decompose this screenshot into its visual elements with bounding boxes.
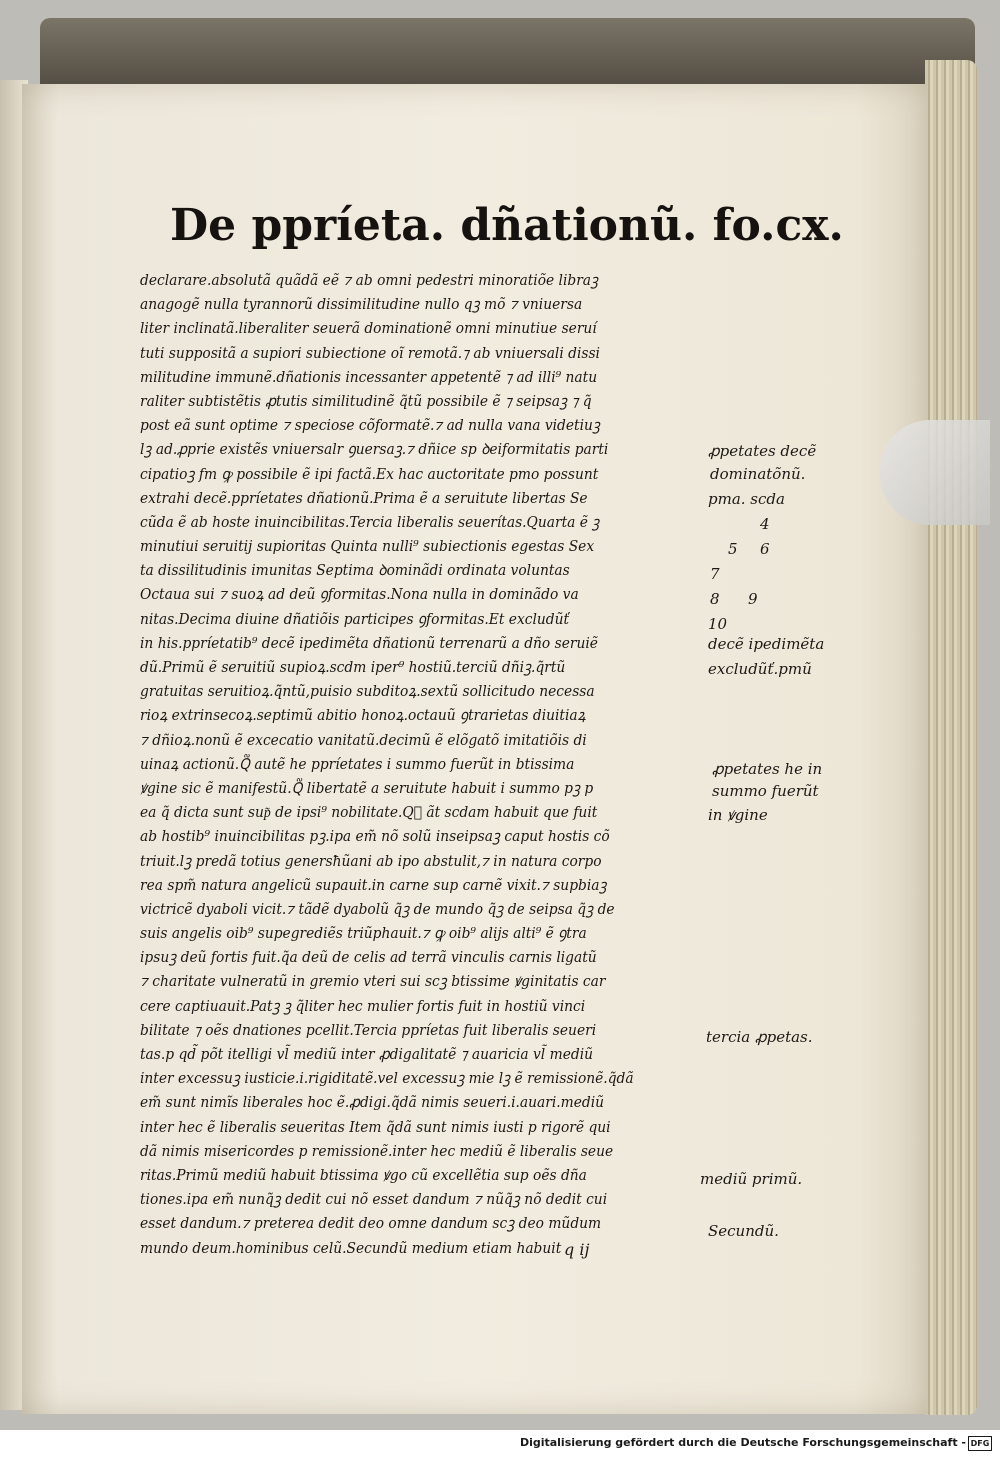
text-line: triuit.lꝫ predã totius genersħũani ab ipo abstulit,⁊ in natura corpo (140, 851, 602, 870)
text-line: ritas.Primũ mediũ habuit btissima ꝟgo cũ excellẽtia sup oẽs dña (140, 1165, 587, 1184)
text-line: tas.p qd̃ põt itelligi vl̃ mediũ inter ꝓdigalitatẽ ⁊ auaricia vl̃ mediũ (140, 1045, 593, 1063)
text-line: raliter subtistẽtis ꝓtutis similitudinẽ q̃tũ possibile ẽ ⁊ seipsaꝫ ⁊ q̃ (140, 391, 592, 410)
page-heading: De ppríeta. dñationũ. fo.cx. (170, 200, 844, 251)
text-line: dã nimis misericordes p remissionẽ.inter hec mediũ ẽ liberalis seue (140, 1141, 614, 1160)
margin-note: 9 (748, 590, 758, 608)
text-line: liter inclinatã.liberaliter seuerã dominationẽ omni minutiue seruí (140, 319, 597, 338)
text-line: Octaua sui ⁊ suoꝝ ad deũ ꝯformitas.Nona nulla in dominãdo va (140, 585, 579, 604)
text-line: em̃ sunt nimĩs liberales hoc ẽ.ꝓdigi.q̃dã nimis seueri.i.auari.mediũ (140, 1093, 605, 1112)
margin-note: 7 (710, 565, 720, 583)
margin-note: ꝓpetates he in (712, 760, 823, 778)
text-line: post eã sunt optime ⁊ speciose cõformatẽ.⁊ ad nulla vana videtiuꝫ (140, 416, 600, 435)
body-text (140, 268, 715, 1260)
text-line: ⁊ charitate vulneratũ in gremio vteri sui scꝫ btissime ꝟginitatis car (140, 972, 606, 991)
text-line: rea spm̃ natura angelicũ supauit.in carne sup carnẽ vixit.⁊ supbiaꝫ (140, 875, 607, 894)
text-line: inter hec ẽ liberalis seueritas Item q̃dã sunt nimis iusti p rigorẽ qui (140, 1117, 611, 1136)
margin-note: in ꝟgine (708, 806, 768, 824)
text-line: anagogẽ nulla tyrannorũ dissimilitudine nullo qꝫ mõ ⁊ vniuersa (140, 295, 583, 314)
margin-note: mediũ primũ. (700, 1170, 803, 1188)
text-line: gratuitas seruitioꝝ.q̃ntũ,puisio subditoꝝ.sextũ sollicitudo necessa (140, 682, 595, 701)
text-line: ipsuꝫ deũ fortis fuit.q̃a deũ de celis ad terrã vinculis carnis ligatũ (140, 948, 597, 967)
text-line: declarare.absolutã quãdã eẽ ⁊ ab omni pedestri minoratiõe libraꝫ (140, 271, 599, 289)
text-line: cũda ẽ ab hoste inuincibilitas.Tercia liberalis seuerítas.Quarta ẽ ꝫ (140, 512, 600, 531)
margin-note: dominatõnũ. (710, 465, 806, 483)
text-line: in his.ppríetatib⁹ decẽ ipedimẽta dñationũ terrenarũ a dño seruiẽ (140, 633, 598, 652)
text-line: tuti suppositã a supiori subiectione oĩ remotã.⁊ ab vniuersali dissi (140, 343, 600, 362)
bookmark-tab (880, 420, 990, 525)
text-line: minutiui seruitij supioritas Quinta nulli⁹ subiectionis egestas Sex (140, 537, 595, 556)
book-page-edges (925, 60, 977, 1415)
text-line: lꝫ ad.ꝓprie existẽs vniuersalr ꝯuersaꝫ.⁊ dñice sp ꝺeiformitatis parti (140, 440, 609, 459)
margin-note: 10 (708, 615, 728, 633)
margin-note: 8 (710, 590, 720, 608)
text-line: cipatioꝫ fm ꝙ possibile ẽ ipi factã.Ex hac auctoritate pmo possunt (140, 464, 599, 483)
dfg-logo: DFG (968, 1436, 992, 1451)
text-line: extrahi decẽ.ppríetates dñationũ.Prima ẽ a seruitute libertas Se (140, 488, 588, 507)
margin-note: 5 (728, 540, 738, 558)
text-line: militudine immunẽ.dñationis incessanter appetentẽ ⁊ ad illi⁹ natu (140, 367, 598, 386)
text-line: nitas.Decima diuine dñatiõis participes ꝯformitas.Et excludũť (140, 609, 570, 628)
text-line: ta dissilitudinis imunitas Septima ꝺominãdi ordinata voluntas (140, 561, 570, 580)
text-line: mundo deum.hominibus celũ.Secundũ medium etiam habuit (140, 1238, 562, 1257)
margin-note: excludũť.pmũ (708, 660, 812, 678)
margin-note: decẽ ipedimẽta (708, 635, 825, 653)
text-line: inter excessuꝫ iusticie.i.rigiditatẽ.vel excessuꝫ mie lꝫ ẽ remissionẽ.q̃dã (140, 1069, 634, 1088)
text-line: victricẽ dyaboli vicit.⁊ tãdẽ dyabolũ q̃ꝫ de mundo q̃ꝫ de seipsa q̃ꝫ de (140, 899, 615, 918)
margin-note: ꝓpetates decẽ (708, 442, 817, 460)
text-line: cere captiuauit.Patꝫ ꝫ q̃liter hec mulier fortis fuit in hostiũ vinci (140, 996, 586, 1015)
text-line: suis angelis oib⁹ supegrediẽs triũphauit.⁊ ꝙ oib⁹ alijs alti⁹ ẽ ꝯtra (140, 924, 587, 943)
text-line: ab hostib⁹ inuincibilitas pꝫ.ipa em̃ nõ solũ inseipsaꝫ caput hostis cõ (140, 827, 610, 846)
text-line: ⁊ dñioꝝ.nonũ ẽ excecatio vanitatũ.decimũ ẽ elõgatõ imitatiõis di (140, 730, 587, 749)
text-line: ꝟgine sic ẽ manifestũ.Q᷑ libertatẽ a seruitute habuit i summo pꝫ p (140, 778, 594, 797)
signature-mark: q ij (564, 1240, 590, 1259)
text-line: rioꝝ extrinsecoꝝ.septimũ abitio honoꝝ.octauũ ꝯtrarietas diuitiaꝝ (140, 706, 586, 725)
margin-note: 6 (760, 540, 770, 558)
margin-note: tercia ꝓpetas. (706, 1028, 813, 1046)
text-line: tiones.ipa em̃ nunq̃ꝫ dedit cui nõ esset dandum ⁊ nũq̃ꝫ nõ dedit cui (140, 1190, 608, 1209)
text-line: dũ.Primũ ẽ seruitiũ supioꝝ.scdm iper⁹ hostiũ.terciũ dñiꝫ.q̃rtũ (140, 658, 566, 676)
margin-note: Secundũ. (708, 1222, 779, 1240)
margin-note: 4 (760, 515, 770, 533)
footer-credit: Digitalisierung gefördert durch die Deutsche Forschungsgemeinschaft - (519, 1436, 966, 1449)
margin-note: summo fuerũt (712, 782, 819, 800)
text-line: uinaꝝ actionũ.Q᷑ autẽ he ppríetates i summo fuerũt in btissima (140, 754, 575, 773)
text-line: bilitate ⁊ oẽs dnationes pcellit.Tercia ppríetas fuit liberalis seueri (140, 1020, 597, 1039)
text-line: esset dandum.⁊ preterea dedit deo omne dandum scꝫ deo mũdum (140, 1214, 602, 1233)
text-line: ea q̃ dicta sunt sup͂ de ipsi⁹ nobilitate.Q᷑ ãt scdam habuit que fuit (140, 803, 598, 822)
margin-note: pma. scda (708, 490, 785, 508)
